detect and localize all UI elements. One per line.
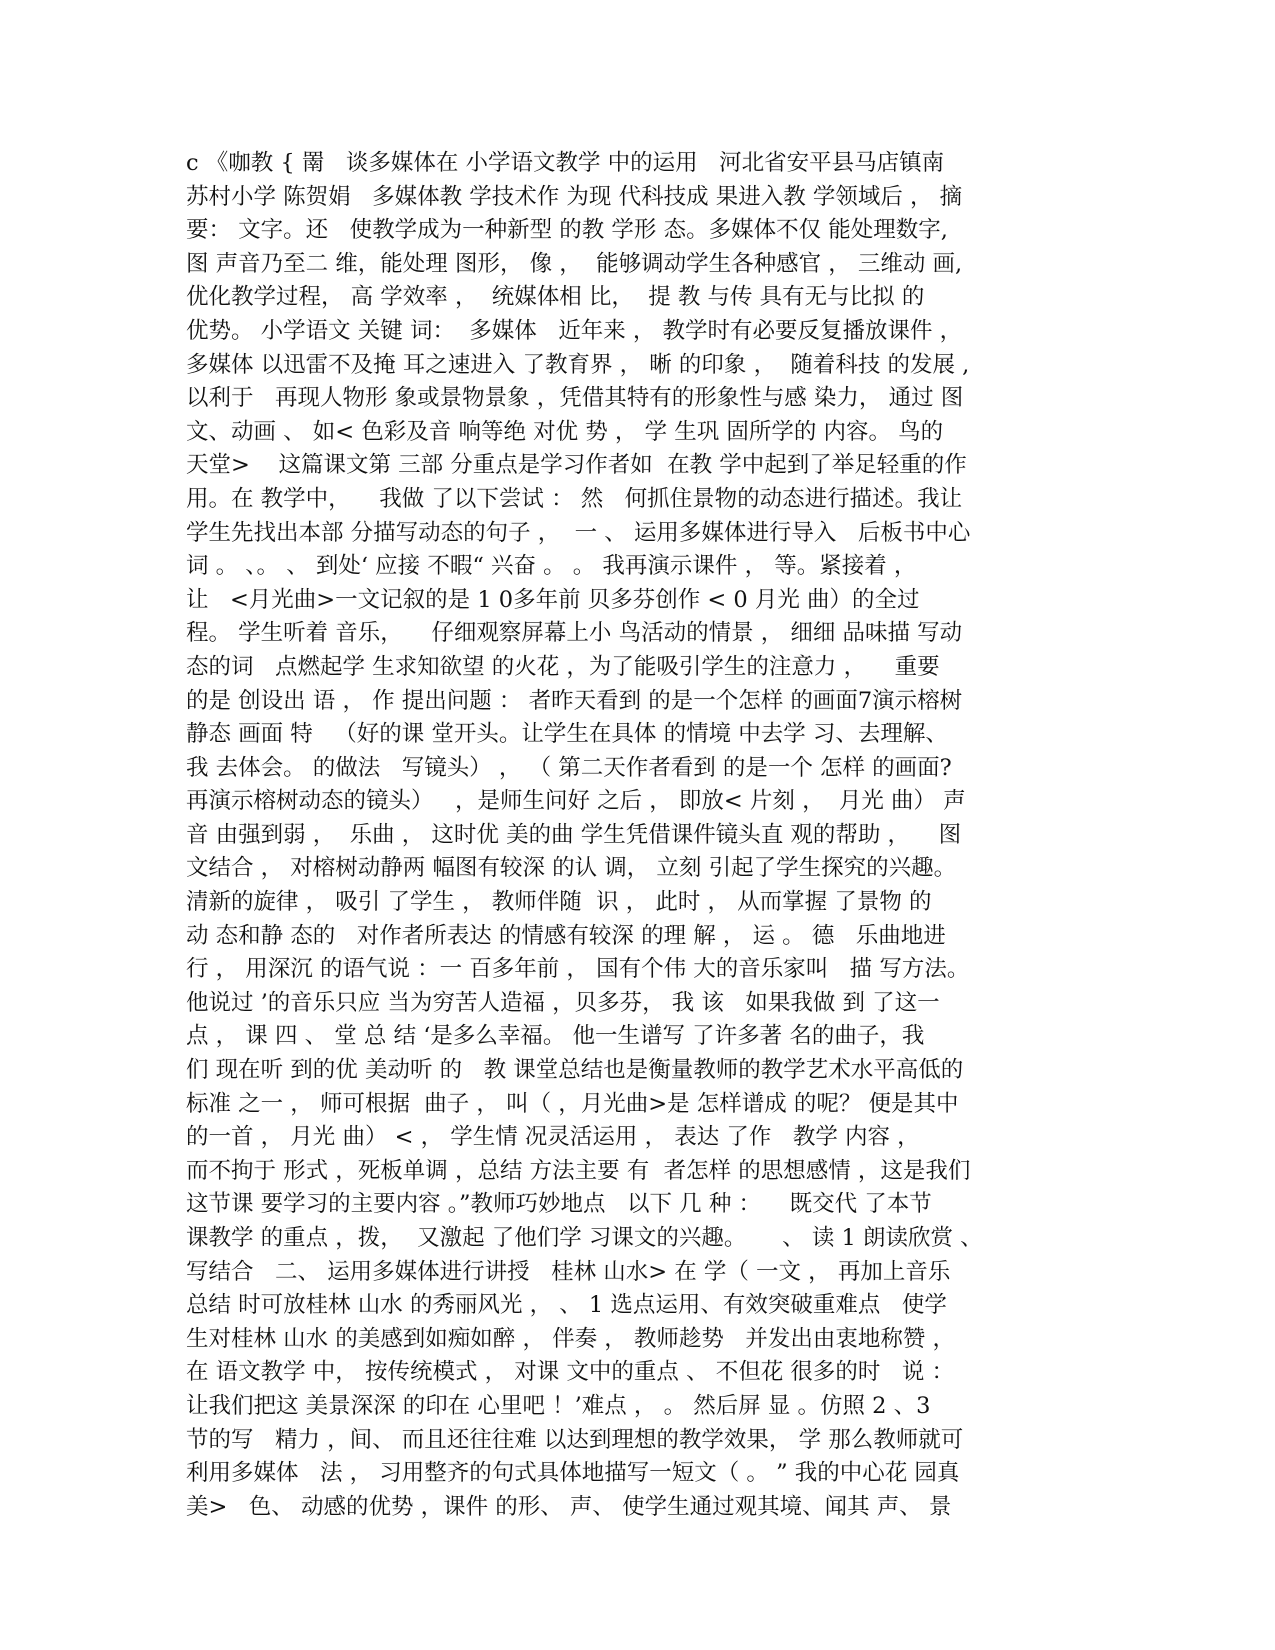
text-line: 苏村小学 陈贺娟 多媒体教 学技术作 为现 代科技成 果进入教 学领域后 ， 摘 xyxy=(186,183,963,210)
text-line: 多媒体 以迅雷不及掩 耳之速进入 了教育界 ， 晰 的印象 ， 随着科技 的发展 , xyxy=(186,351,970,378)
text-line: 利用多媒体 法 ， 习用整齐的句式具体地描写一短文（ 。 ” 我的中心花 园真 xyxy=(186,1460,960,1487)
text-line: 总结 时可放桂林 山水 的秀丽风光 ， 、 1 选点运用、有效突破重难点 使学 xyxy=(186,1292,947,1319)
text-line: 优势。 小学语文 关键 词： 多媒体 近年来 ， 教学时有必要反复播放课件 ， xyxy=(186,317,963,344)
text-line: 美> 色、 动感的优势 ，课件 的形、 声、 使学生通过观其境、闻其 声、 景 xyxy=(186,1493,952,1520)
text-line: 要： 文字。还 使教学成为一种新型 的教 学形 态。多媒体不仅 能处理数字, xyxy=(186,217,948,244)
text-line: 文结合 ， 对榕树动静两 幅图有较深 的认 调， 立刻 引起了学生探究的兴趣。 xyxy=(186,855,957,882)
article-body xyxy=(186,147,1086,1524)
text-line: 让我们把这 美景深深 的印在 心里吧 ！’难点 ， 。 然后屏 显 。仿照 2 、3 xyxy=(186,1392,931,1419)
text-line: 程。 学生听着 音乐， 仔细观察屏幕上小 鸟活动的情景 ， 细细 品味描 写动 xyxy=(186,620,963,647)
text-line: c 《咖教 { 罱 谈多媒体在 小学语文教学 中的运用 河北省安平县马店镇南 xyxy=(186,150,945,176)
text-line: 音 由强到弱 ， 乐曲 ， 这时优 美的曲 学生凭借课件镜头直 观的帮助 ， 图 xyxy=(186,821,962,848)
text-line: 行 ， 用深沉 的语气说 ：一 百多年前 ， 国有个伟 大的音乐家叫 描 写方法。 xyxy=(186,956,970,983)
text-line: 天堂> 这篇课文第 三部 分重点是学习作者如 在教 学中起到了举足轻重的作 xyxy=(186,452,967,479)
text-line: 词 。 、。 、 到处‘ 应接 不暇“ 兴奋 。 。 我再演示课件 ， 等。紧接着 ， xyxy=(186,553,917,580)
text-line: 而不拘于 形式 ，死板单调 ，总结 方法主要 有 者怎样 的思想感情 ，这是我们 xyxy=(186,1157,971,1184)
text-line: 优化教学过程， 高 学效率 ， 统媒体相 比， 提 教 与传 具有无与比拟 的 xyxy=(186,284,925,311)
text-line: 的是 创设出 语 ， 作 提出问题 ： 者昨天看到 的是一个怎样 的画面7演示榕树 xyxy=(186,687,963,714)
text-line: 我 去体会。 的做法 写镜头） ， （ 第二天作者看到 的是一个 怎样 的画面? xyxy=(186,754,952,781)
text-line: 标准 之一 ， 师可根据 曲子 ， 叫（ ，月光曲>是 怎样谱成 的呢？ 便是其中 xyxy=(186,1090,959,1117)
text-line: 态的词 点燃起学 生求知欲望 的火花 ，为了能吸引学生的注意力 ， 重要 xyxy=(186,653,940,680)
text-line: 图 声音乃至二 维，能处理 图形， 像 ， 能够调动学生各种感官 ， 三维动 画, xyxy=(186,250,963,277)
text-line: 文、动画 、 如< 色彩及音 响等绝 对优 势 ， 学 生巩 固所学的 内容。 鸟的 xyxy=(186,418,944,445)
text-line: 在 语文教学 中， 按传统模式 ， 对课 文中的重点 、 不但花 很多的时 说 ： xyxy=(186,1359,954,1386)
text-line: 清新的旋律 ， 吸引 了学生 ， 教师伴随 识 ， 此时 ， 从而掌握 了景物 的 xyxy=(186,889,932,916)
text-line: 再演示榕树动态的镜头） ，是师生问好 之后 ， 即放< 片刻 ， 月光 曲） 声 xyxy=(186,788,966,815)
text-line: 静态 画面 特 （好的课 堂开头。让学生在具体 的情境 中去学 习、去理解、 xyxy=(186,721,948,748)
text-line: 生对桂林 山水 的美感到如痴如醉 ， 伴奏 ， 教师趁势 并发出由衷地称赞 ， xyxy=(186,1325,956,1352)
text-line: 以利于 再现人物形 象或景物景象 ，凭借其特有的形象性与感 染力， 通过 图 xyxy=(186,385,964,412)
text-line: 点 ， 课 四 、 堂 总 结 ‘是多么幸福。 他一生谱写 了许多著 名的曲子，我 xyxy=(186,1023,925,1050)
text-line: 用。在 教学中， 我做 了以下尝试 ： 然 何抓住景物的动态进行描述。我让 xyxy=(186,485,963,512)
text-line: 这节课 要学习的主要内容 。”教师巧妙地点 以下 几 种 ： 既交代 了本节 xyxy=(186,1191,932,1218)
text-line: 让 <月光曲>一文记叙的是 1 0多年前 贝多芬创作 < 0 月光 曲）的全过 xyxy=(186,586,920,613)
text-line: 的一首 ， 月光 曲） < ， 学生情 况灵活运用 ， 表达 了作 教学 内容 ， xyxy=(186,1124,920,1151)
text-line: 们 现在听 到的优 美动听 的 教 课堂总结也是衡量教师的教学艺术水平高低的 xyxy=(186,1057,964,1084)
text-line: 他说过 ’的音乐只应 当为穷苦人造福 ，贝多芬， 我 该 如果我做 到 了这一 xyxy=(186,989,940,1016)
text-line: 课教学 的重点 ，拨， 又激起 了他们学 习课文的兴趣。 、 读 1 朗读欣赏 、 xyxy=(186,1225,983,1251)
text-line: 学生先找出本部 分描写动态的句子 ， 一 、 运用多媒体进行导入 后板书中心 xyxy=(186,519,971,546)
text-line: 动 态和静 态的 对作者所表达 的情感有较深 的理 解 ， 运 。 德 乐曲地进 xyxy=(186,922,946,949)
text-line: 写结合 二、 运用多媒体进行讲授 桂林 山水> 在 学（ 一文 ， 再加上音乐 xyxy=(186,1258,951,1285)
text-line: 节的写 精力 ，间、 而且还往往难 以达到理想的教学效果， 学 那么教师就可 xyxy=(186,1426,964,1453)
